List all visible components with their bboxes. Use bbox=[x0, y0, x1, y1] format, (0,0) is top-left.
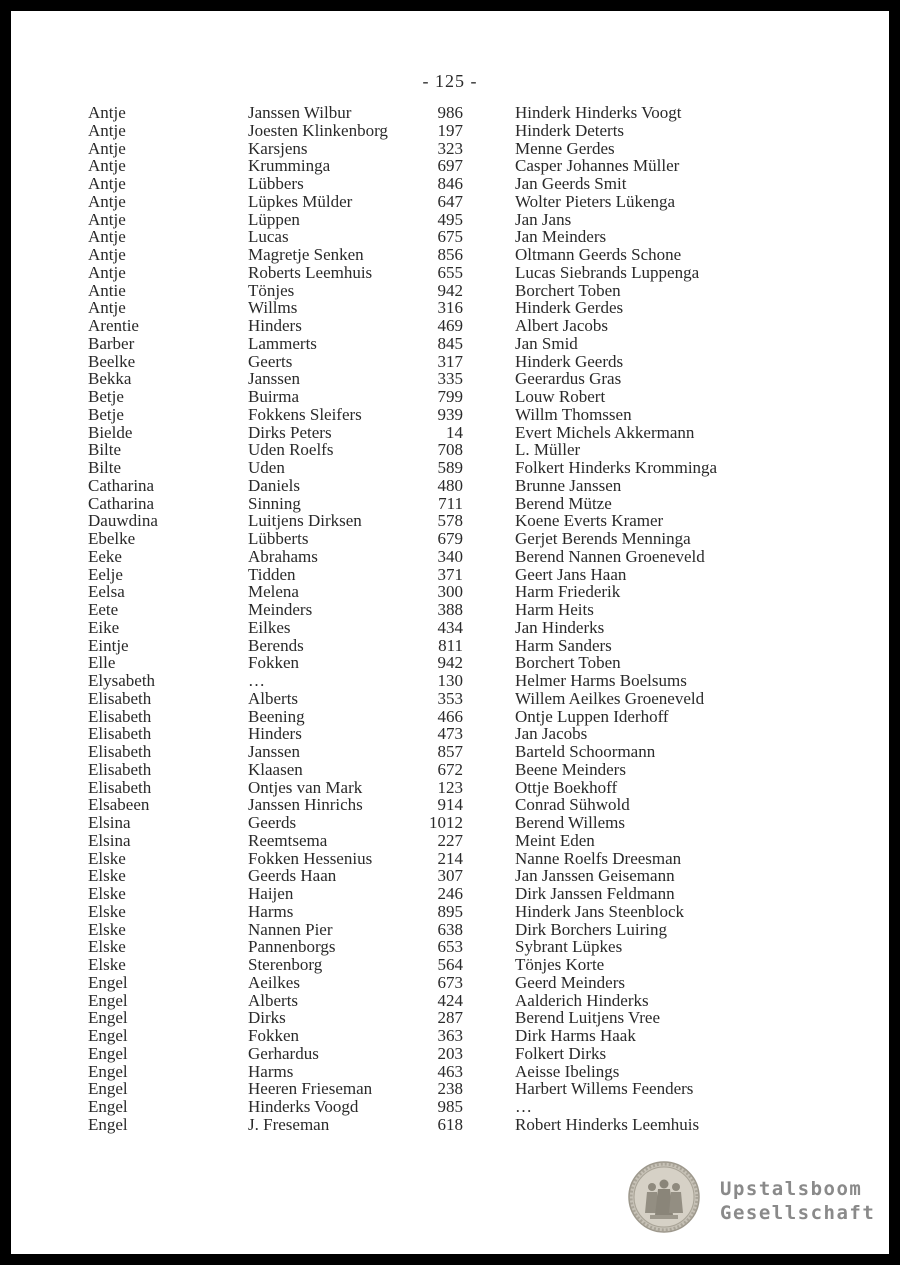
entry-number: 845 bbox=[437, 333, 463, 353]
table-row bbox=[11, 175, 889, 193]
table-row bbox=[11, 140, 889, 158]
bride-first-name: Elsina bbox=[88, 830, 131, 850]
bride-first-name: Elisabeth bbox=[88, 777, 152, 797]
bride-first-name: Bielde bbox=[88, 422, 133, 442]
groom-name: Helmer Harms Boelsums bbox=[515, 671, 687, 690]
groom-name: Ottje Boekhoff bbox=[515, 777, 618, 797]
entry-number: 130 bbox=[437, 671, 463, 690]
table-row bbox=[11, 743, 889, 761]
entry-number: 914 bbox=[437, 795, 463, 815]
table-row bbox=[11, 619, 889, 637]
entry-number: 846 bbox=[437, 174, 463, 193]
entry-number: 939 bbox=[437, 404, 463, 424]
entry-number: 711 bbox=[438, 493, 463, 513]
bride-first-name: Elske bbox=[88, 848, 126, 868]
table-row bbox=[11, 211, 889, 229]
groom-name: Harm Sanders bbox=[515, 635, 612, 655]
bride-surname: Willms bbox=[248, 298, 298, 318]
entry-number: 246 bbox=[437, 884, 463, 903]
groom-name: Beene Meinders bbox=[515, 759, 626, 779]
table-row bbox=[11, 832, 889, 850]
entry-number: 469 bbox=[437, 316, 463, 335]
bride-first-name: Elisabeth bbox=[88, 742, 152, 761]
table-row bbox=[11, 654, 889, 672]
entry-number: 697 bbox=[437, 156, 463, 176]
bride-first-name: Elske bbox=[88, 955, 126, 974]
bride-surname: Lucas bbox=[248, 227, 289, 247]
bride-first-name: Antje bbox=[88, 120, 126, 140]
bride-first-name: Engel bbox=[88, 990, 128, 1010]
groom-name: Oltmann Geerds Schone bbox=[515, 245, 682, 264]
table-row bbox=[11, 761, 889, 779]
bride-surname: Fokken bbox=[248, 653, 299, 673]
bride-first-name: Arentie bbox=[88, 316, 139, 335]
groom-name: Meint Eden bbox=[515, 830, 595, 850]
bride-first-name: Bekka bbox=[88, 369, 132, 389]
entry-number: 123 bbox=[437, 777, 463, 797]
bride-first-name: Elske bbox=[88, 901, 126, 921]
table-row bbox=[11, 388, 889, 406]
bride-surname: Fokkens Sleifers bbox=[248, 404, 362, 424]
groom-name: Ontje Luppen Iderhoff bbox=[515, 706, 669, 726]
groom-name: Menne Gerdes bbox=[515, 138, 615, 158]
groom-name: Jan Smid bbox=[515, 333, 578, 353]
bride-surname: Hinders bbox=[248, 316, 302, 335]
bride-surname: Harms bbox=[248, 901, 294, 921]
bride-first-name: Engel bbox=[88, 1008, 128, 1028]
entry-number: 653 bbox=[437, 937, 463, 957]
groom-name: Jan Jans bbox=[515, 209, 572, 229]
bride-surname: Daniels bbox=[248, 475, 300, 495]
groom-name: Koene Everts Kramer bbox=[515, 511, 664, 531]
entry-number: 708 bbox=[437, 440, 463, 460]
groom-name: Robert Hinderks Leemhuis bbox=[515, 1114, 700, 1134]
groom-name: Jan Meinders bbox=[515, 227, 607, 247]
bride-first-name: Antje bbox=[88, 227, 126, 247]
entry-number: 618 bbox=[437, 1114, 463, 1134]
bride-surname: Buirma bbox=[248, 387, 299, 406]
entry-number: 203 bbox=[437, 1043, 463, 1063]
bride-surname: Janssen bbox=[248, 742, 300, 761]
bride-first-name: Antje bbox=[88, 245, 126, 264]
bride-first-name: Catharina bbox=[88, 493, 155, 513]
entry-number: 564 bbox=[437, 955, 463, 974]
entry-number: 323 bbox=[437, 138, 463, 158]
groom-name: Jan Geerds Smit bbox=[515, 174, 627, 193]
bride-surname: Abrahams bbox=[248, 546, 318, 566]
table-row bbox=[11, 779, 889, 797]
bride-surname: Reemtsema bbox=[248, 830, 328, 850]
bride-first-name: Elsabeen bbox=[88, 795, 150, 815]
bride-surname: Karsjens bbox=[248, 138, 308, 158]
groom-name: Aalderich Hinderks bbox=[515, 990, 649, 1010]
entry-number: 675 bbox=[437, 227, 463, 247]
bride-first-name: Eintje bbox=[88, 635, 129, 655]
groom-name: Dirk Harms Haak bbox=[515, 1026, 636, 1045]
bride-surname: Magretje Senken bbox=[248, 245, 364, 264]
bride-surname: Janssen Wilbur bbox=[248, 103, 352, 122]
table-row bbox=[11, 725, 889, 743]
table-row bbox=[11, 583, 889, 601]
entry-number: 857 bbox=[437, 742, 463, 761]
bride-first-name: Antje bbox=[88, 209, 126, 229]
table-row bbox=[11, 406, 889, 424]
bride-first-name: Catharina bbox=[88, 475, 155, 495]
groom-name: Aeisse Ibelings bbox=[515, 1061, 620, 1081]
entry-number: 811 bbox=[438, 635, 463, 655]
bride-surname: Ontjes van Mark bbox=[248, 777, 363, 797]
bride-first-name: Eelje bbox=[88, 564, 123, 584]
entry-number: 895 bbox=[437, 901, 463, 921]
bride-surname: Eilkes bbox=[248, 617, 291, 637]
entry-number: 942 bbox=[437, 280, 463, 300]
bride-first-name: Eelsa bbox=[88, 582, 125, 602]
entry-number: 673 bbox=[437, 972, 463, 992]
table-row bbox=[11, 477, 889, 495]
bride-surname: Alberts bbox=[248, 990, 299, 1010]
entry-number: 287 bbox=[437, 1008, 463, 1028]
table-row bbox=[11, 867, 889, 885]
groom-name: Jan Janssen Geisemann bbox=[515, 866, 675, 886]
groom-name: Berend Willems bbox=[515, 813, 625, 832]
bride-surname: Luitjens Dirksen bbox=[248, 511, 362, 531]
table-row bbox=[11, 122, 889, 140]
table-row bbox=[11, 530, 889, 548]
bride-surname: Lüpkes Mülder bbox=[248, 191, 353, 211]
table-row bbox=[11, 1080, 889, 1098]
table-row bbox=[11, 974, 889, 992]
entry-number: 679 bbox=[437, 529, 463, 548]
bride-first-name: Engel bbox=[88, 1026, 128, 1045]
groom-name: Lucas Siebrands Luppenga bbox=[515, 262, 700, 282]
bride-first-name: Engel bbox=[88, 1043, 128, 1063]
groom-name: Folkert Dirks bbox=[515, 1043, 607, 1063]
table-row bbox=[11, 992, 889, 1010]
entry-number: 434 bbox=[437, 617, 463, 637]
table-row bbox=[11, 690, 889, 708]
bride-surname: Lammerts bbox=[248, 333, 317, 353]
bride-surname: Alberts bbox=[248, 688, 299, 708]
bride-first-name: Antje bbox=[88, 138, 126, 158]
table-row bbox=[11, 850, 889, 868]
entry-number: 466 bbox=[437, 706, 463, 726]
table-row bbox=[11, 157, 889, 175]
groom-name: Borchert Toben bbox=[515, 280, 621, 300]
bride-first-name: Antje bbox=[88, 298, 126, 318]
table-row bbox=[11, 1098, 889, 1116]
entry-number: 340 bbox=[437, 546, 463, 566]
entry-number: 638 bbox=[437, 919, 463, 939]
bride-first-name: Antje bbox=[88, 262, 126, 282]
bride-surname: Fokken bbox=[248, 1026, 299, 1045]
logo-line-1: Upstalsboom bbox=[720, 1178, 863, 1200]
table-row bbox=[11, 441, 889, 459]
bride-first-name: Elysabeth bbox=[88, 671, 156, 690]
groom-name: L. Müller bbox=[515, 440, 581, 460]
bride-surname: Pannenborgs bbox=[248, 937, 336, 957]
bride-first-name: Dauwdina bbox=[88, 511, 158, 531]
groom-name: Conrad Sühwold bbox=[515, 795, 630, 815]
groom-name: Willem Aeilkes Groeneveld bbox=[515, 688, 705, 708]
entry-number: 300 bbox=[437, 582, 463, 602]
entry-number: 317 bbox=[437, 351, 463, 371]
bride-surname: Berends bbox=[248, 635, 304, 655]
bride-first-name: Bilte bbox=[88, 440, 122, 460]
entry-number: 353 bbox=[437, 688, 463, 708]
bride-surname: Klaasen bbox=[248, 759, 303, 779]
table-row bbox=[11, 193, 889, 211]
table-row bbox=[11, 1063, 889, 1081]
groom-name: Harbert Willems Feenders bbox=[515, 1079, 694, 1099]
document-page bbox=[11, 11, 889, 1254]
table-row bbox=[11, 299, 889, 317]
entry-number: 197 bbox=[437, 120, 463, 140]
groom-name: Barteld Schoormann bbox=[515, 742, 656, 761]
bride-surname: Hinderks Voogd bbox=[248, 1097, 359, 1116]
bride-first-name: Engel bbox=[88, 972, 128, 992]
bride-surname: Heeren Frieseman bbox=[248, 1079, 373, 1099]
bride-first-name: Beelke bbox=[88, 351, 136, 371]
bride-first-name: Elisabeth bbox=[88, 706, 152, 726]
table-row bbox=[11, 1045, 889, 1063]
entry-number: 1012 bbox=[429, 813, 463, 832]
groom-name: Louw Robert bbox=[515, 387, 606, 406]
groom-name: Borchert Toben bbox=[515, 653, 621, 673]
groom-name: Jan Hinderks bbox=[515, 617, 605, 637]
table-row bbox=[11, 708, 889, 726]
table-row bbox=[11, 424, 889, 442]
bride-surname: Haijen bbox=[248, 884, 294, 903]
bride-first-name: Barber bbox=[88, 333, 135, 353]
bride-first-name: Antie bbox=[88, 280, 126, 300]
bride-first-name: Elisabeth bbox=[88, 688, 152, 708]
groom-name: Gerjet Berends Menninga bbox=[515, 529, 691, 548]
bride-first-name: Engel bbox=[88, 1097, 128, 1116]
entry-number: 316 bbox=[437, 298, 463, 318]
groom-name: Hinderk Geerds bbox=[515, 351, 624, 371]
groom-name: Wolter Pieters Lükenga bbox=[515, 191, 676, 211]
groom-name: Willm Thomssen bbox=[515, 404, 632, 424]
table-row bbox=[11, 938, 889, 956]
entry-number: 238 bbox=[437, 1079, 463, 1099]
groom-name: Hinderk Jans Steenblock bbox=[515, 901, 685, 921]
groom-name: Hinderk Hinderks Voogt bbox=[515, 103, 682, 122]
entry-number: 307 bbox=[437, 866, 463, 886]
groom-name: Folkert Hinderks Kromminga bbox=[515, 458, 718, 477]
bride-first-name: Elske bbox=[88, 937, 126, 957]
table-row bbox=[11, 264, 889, 282]
entry-number: 480 bbox=[437, 475, 463, 495]
table-row bbox=[11, 246, 889, 264]
table-row bbox=[11, 885, 889, 903]
bride-surname: Dirks bbox=[248, 1008, 286, 1028]
groom-name: Nanne Roelfs Dreesman bbox=[515, 848, 682, 868]
bride-surname: Sterenborg bbox=[248, 955, 323, 974]
table-row bbox=[11, 903, 889, 921]
groom-name: Casper Johannes Müller bbox=[515, 156, 680, 176]
table-row bbox=[11, 228, 889, 246]
entry-number: 473 bbox=[437, 724, 463, 744]
bride-surname: Beening bbox=[248, 706, 305, 726]
table-row bbox=[11, 353, 889, 371]
entry-number: 388 bbox=[437, 600, 463, 619]
bride-surname: Lübberts bbox=[248, 529, 309, 548]
table-row bbox=[11, 601, 889, 619]
table-row bbox=[11, 637, 889, 655]
bride-first-name: Elsina bbox=[88, 813, 131, 832]
bride-first-name: Antje bbox=[88, 174, 126, 193]
table-row bbox=[11, 566, 889, 584]
bride-surname: Janssen bbox=[248, 369, 300, 389]
bride-first-name: Elisabeth bbox=[88, 759, 152, 779]
groom-name: Sybrant Lüpkes bbox=[515, 937, 623, 957]
bride-first-name: Antje bbox=[88, 103, 126, 122]
bride-first-name: Betje bbox=[88, 387, 124, 406]
table-row bbox=[11, 921, 889, 939]
bride-first-name: Elisabeth bbox=[88, 724, 152, 744]
groom-name: Brunne Janssen bbox=[515, 475, 622, 495]
table-row bbox=[11, 1027, 889, 1045]
bride-surname: Roberts Leemhuis bbox=[248, 262, 373, 282]
groom-name: Hinderk Deterts bbox=[515, 120, 625, 140]
bride-surname: Joesten Klinkenborg bbox=[248, 120, 388, 140]
groom-name: Tönjes Korte bbox=[515, 955, 605, 974]
table-row bbox=[11, 956, 889, 974]
table-row bbox=[11, 1116, 889, 1134]
table-row bbox=[11, 548, 889, 566]
groom-name: Evert Michels Akkermann bbox=[515, 422, 695, 442]
table-row bbox=[11, 814, 889, 832]
groom-name: Dirk Janssen Feldmann bbox=[515, 884, 675, 903]
entry-number: 363 bbox=[437, 1026, 463, 1045]
groom-name: Berend Luitjens Vree bbox=[515, 1008, 661, 1028]
bride-first-name: Elske bbox=[88, 919, 126, 939]
bride-surname: Tidden bbox=[248, 564, 296, 584]
bride-surname: Melena bbox=[248, 582, 299, 602]
table-row bbox=[11, 104, 889, 122]
entry-number: 424 bbox=[437, 990, 463, 1010]
bride-surname: Dirks Peters bbox=[248, 422, 332, 442]
bride-surname: Nannen Pier bbox=[248, 919, 333, 939]
seal-logo-icon bbox=[628, 1161, 700, 1233]
entry-number: 227 bbox=[437, 830, 463, 850]
bride-surname: Lübbers bbox=[248, 174, 304, 193]
bride-first-name: Antje bbox=[88, 191, 126, 211]
bride-first-name: Eeke bbox=[88, 546, 122, 566]
bride-first-name: Engel bbox=[88, 1061, 128, 1081]
groom-name: Geert Jans Haan bbox=[515, 564, 627, 584]
bride-first-name: Ebelke bbox=[88, 529, 136, 548]
bride-first-name: Elske bbox=[88, 884, 126, 903]
bride-first-name: Betje bbox=[88, 404, 124, 424]
groom-name: Berend Mütze bbox=[515, 493, 612, 513]
society-logo-text bbox=[720, 1177, 875, 1225]
bride-first-name: Elle bbox=[88, 653, 116, 673]
entry-number: 647 bbox=[437, 191, 463, 211]
bride-first-name: Eete bbox=[88, 600, 119, 619]
bride-first-name: Eike bbox=[88, 617, 120, 637]
table-row bbox=[11, 282, 889, 300]
bride-surname: Uden Roelfs bbox=[248, 440, 334, 460]
entry-number: 799 bbox=[437, 387, 463, 406]
bride-surname: Sinning bbox=[248, 493, 301, 513]
groom-name: Dirk Borchers Luiring bbox=[515, 919, 668, 939]
bride-surname: Aeilkes bbox=[248, 972, 300, 992]
groom-name: Jan Jacobs bbox=[515, 724, 588, 744]
table-row bbox=[11, 512, 889, 530]
table-row bbox=[11, 370, 889, 388]
marriage-register-list bbox=[11, 104, 889, 1134]
bride-surname: Janssen Hinrichs bbox=[248, 795, 363, 815]
entry-number: 578 bbox=[437, 511, 463, 531]
entry-number: 986 bbox=[437, 103, 463, 122]
entry-number: 589 bbox=[437, 458, 463, 477]
table-row bbox=[11, 796, 889, 814]
bride-first-name: Engel bbox=[88, 1114, 128, 1134]
bride-surname: Fokken Hessenius bbox=[248, 848, 373, 868]
groom-name: Geerd Meinders bbox=[515, 972, 625, 992]
table-row bbox=[11, 495, 889, 513]
entry-number: 856 bbox=[437, 245, 463, 264]
bride-surname: J. Freseman bbox=[248, 1114, 330, 1134]
bride-surname: … bbox=[248, 671, 265, 690]
entry-number: 495 bbox=[437, 209, 463, 229]
bride-surname: Uden bbox=[248, 458, 285, 477]
entry-number: 214 bbox=[437, 848, 463, 868]
table-row bbox=[11, 335, 889, 353]
bride-first-name: Engel bbox=[88, 1079, 128, 1099]
bride-surname: Geerds Haan bbox=[248, 866, 337, 886]
bride-surname: Geerts bbox=[248, 351, 293, 371]
bride-first-name: Bilte bbox=[88, 458, 122, 477]
entry-number: 942 bbox=[437, 653, 463, 673]
bride-surname: Hinders bbox=[248, 724, 302, 744]
bride-surname: Harms bbox=[248, 1061, 294, 1081]
table-row bbox=[11, 459, 889, 477]
bride-surname: Lüppen bbox=[248, 209, 300, 229]
groom-name: Geerardus Gras bbox=[515, 369, 622, 389]
groom-name: Harm Heits bbox=[515, 600, 594, 619]
bride-surname: Tönjes bbox=[248, 280, 295, 300]
entry-number: 463 bbox=[437, 1061, 463, 1081]
table-row bbox=[11, 317, 889, 335]
bride-surname: Gerhardus bbox=[248, 1043, 319, 1063]
bride-first-name: Antje bbox=[88, 156, 126, 176]
groom-name: Harm Friederik bbox=[515, 582, 621, 602]
entry-number: 371 bbox=[437, 564, 463, 584]
entry-number: 335 bbox=[437, 369, 463, 389]
groom-name: … bbox=[515, 1097, 532, 1116]
bride-surname: Geerds bbox=[248, 813, 297, 832]
groom-name: Hinderk Gerdes bbox=[515, 298, 624, 318]
groom-name: Berend Nannen Groeneveld bbox=[515, 546, 705, 566]
page-number: - 125 - bbox=[422, 71, 478, 91]
entry-number: 14 bbox=[446, 422, 463, 442]
bride-surname: Krumminga bbox=[248, 156, 331, 176]
logo-line-2: Gesellschaft bbox=[720, 1202, 876, 1224]
entry-number: 672 bbox=[437, 759, 463, 779]
groom-name: Albert Jacobs bbox=[515, 316, 609, 335]
bride-first-name: Elske bbox=[88, 866, 126, 886]
entry-number: 655 bbox=[437, 262, 463, 282]
table-row bbox=[11, 672, 889, 690]
table-row bbox=[11, 1009, 889, 1027]
entry-number: 985 bbox=[437, 1097, 463, 1116]
bride-surname: Meinders bbox=[248, 600, 313, 619]
